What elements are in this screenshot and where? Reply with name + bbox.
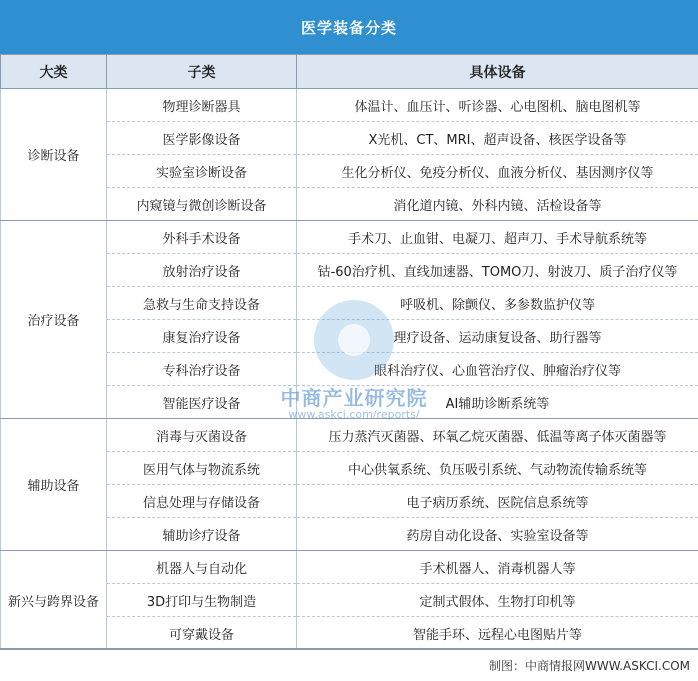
subcategory-cell: 3D打印与生物制造: [107, 584, 297, 617]
subcategory-cell: 机器人与自动化: [107, 551, 297, 584]
table-row: [1, 551, 698, 584]
watermark-name: 中商产业研究院: [280, 386, 428, 410]
equipment-table: [0, 54, 698, 650]
subcategory-cell: 消毒与灭菌设备: [107, 419, 297, 452]
category-cell: 新兴与跨界设备: [1, 551, 107, 650]
subcategory-cell: 专科治疗设备: [107, 353, 297, 386]
devices-cell: 手术刀、止血钳、电凝刀、超声刀、手术导航系统等: [297, 221, 698, 254]
devices-cell: 智能手环、远程心电图贴片等: [297, 617, 698, 650]
devices-cell: 中心供氧系统、负压吸引系统、气动物流传输系统等: [297, 452, 698, 485]
subcategory-cell: 智能医疗设备: [107, 386, 297, 419]
header-devices: 具体设备: [297, 55, 698, 89]
source-footer: 制图：中商情报网WWW.ASKCI.COM: [0, 648, 698, 681]
watermark-url: www.askci.com/reports/: [288, 408, 420, 421]
subcategory-cell: 实验室诊断设备: [107, 155, 297, 188]
devices-cell: X光机、CT、MRI、超声设备、核医学设备等: [297, 122, 698, 155]
table-row: [1, 89, 698, 122]
header-category: 大类: [1, 55, 107, 89]
subcategory-cell: 急救与生命支持设备: [107, 287, 297, 320]
devices-cell: 定制式假体、生物打印机等: [297, 584, 698, 617]
devices-cell: 呼吸机、除颤仪、多参数监护仪等: [297, 287, 698, 320]
table-row: [1, 221, 698, 254]
devices-cell: 眼科治疗仪、心血管治疗仪、肿瘤治疗仪等: [297, 353, 698, 386]
subcategory-cell: 辅助诊疗设备: [107, 518, 297, 551]
category-cell: 治疗设备: [1, 221, 107, 419]
table-title: 医学装备分类: [0, 0, 698, 54]
devices-cell: 药房自动化设备、实验室设备等: [297, 518, 698, 551]
category-cell: 辅助设备: [1, 419, 107, 551]
subcategory-cell: 放射治疗设备: [107, 254, 297, 287]
devices-cell: 钴-60治疗机、直线加速器、TOMO刀、射波刀、质子治疗仪等: [297, 254, 698, 287]
subcategory-cell: 可穿戴设备: [107, 617, 297, 650]
devices-cell: 消化道内镜、外科内镜、活检设备等: [297, 188, 698, 221]
subcategory-cell: 信息处理与存储设备: [107, 485, 297, 518]
subcategory-cell: 物理诊断器具: [107, 89, 297, 122]
devices-cell: 手术机器人、消毒机器人等: [297, 551, 698, 584]
subcategory-cell: 医用气体与物流系统: [107, 452, 297, 485]
devices-cell: 理疗设备、运动康复设备、助行器等: [297, 320, 698, 353]
devices-cell: 电子病历系统、医院信息系统等: [297, 485, 698, 518]
devices-cell: 生化分析仪、免疫分析仪、血液分析仪、基因测序仪等: [297, 155, 698, 188]
header-subcategory: 子类: [107, 55, 297, 89]
subcategory-cell: 医学影像设备: [107, 122, 297, 155]
devices-cell: 体温计、血压计、听诊器、心电图机、脑电图机等: [297, 89, 698, 122]
subcategory-cell: 康复治疗设备: [107, 320, 297, 353]
category-cell: 诊断设备: [1, 89, 107, 221]
subcategory-cell: 内窥镜与微创诊断设备: [107, 188, 297, 221]
table-row: [1, 419, 698, 452]
devices-cell: AI辅助诊断系统等: [297, 386, 698, 419]
table-body: [1, 89, 698, 650]
header-row: [1, 55, 698, 89]
devices-cell: 压力蒸汽灭菌器、环氧乙烷灭菌器、低温等离子体灭菌器等: [297, 419, 698, 452]
subcategory-cell: 外科手术设备: [107, 221, 297, 254]
